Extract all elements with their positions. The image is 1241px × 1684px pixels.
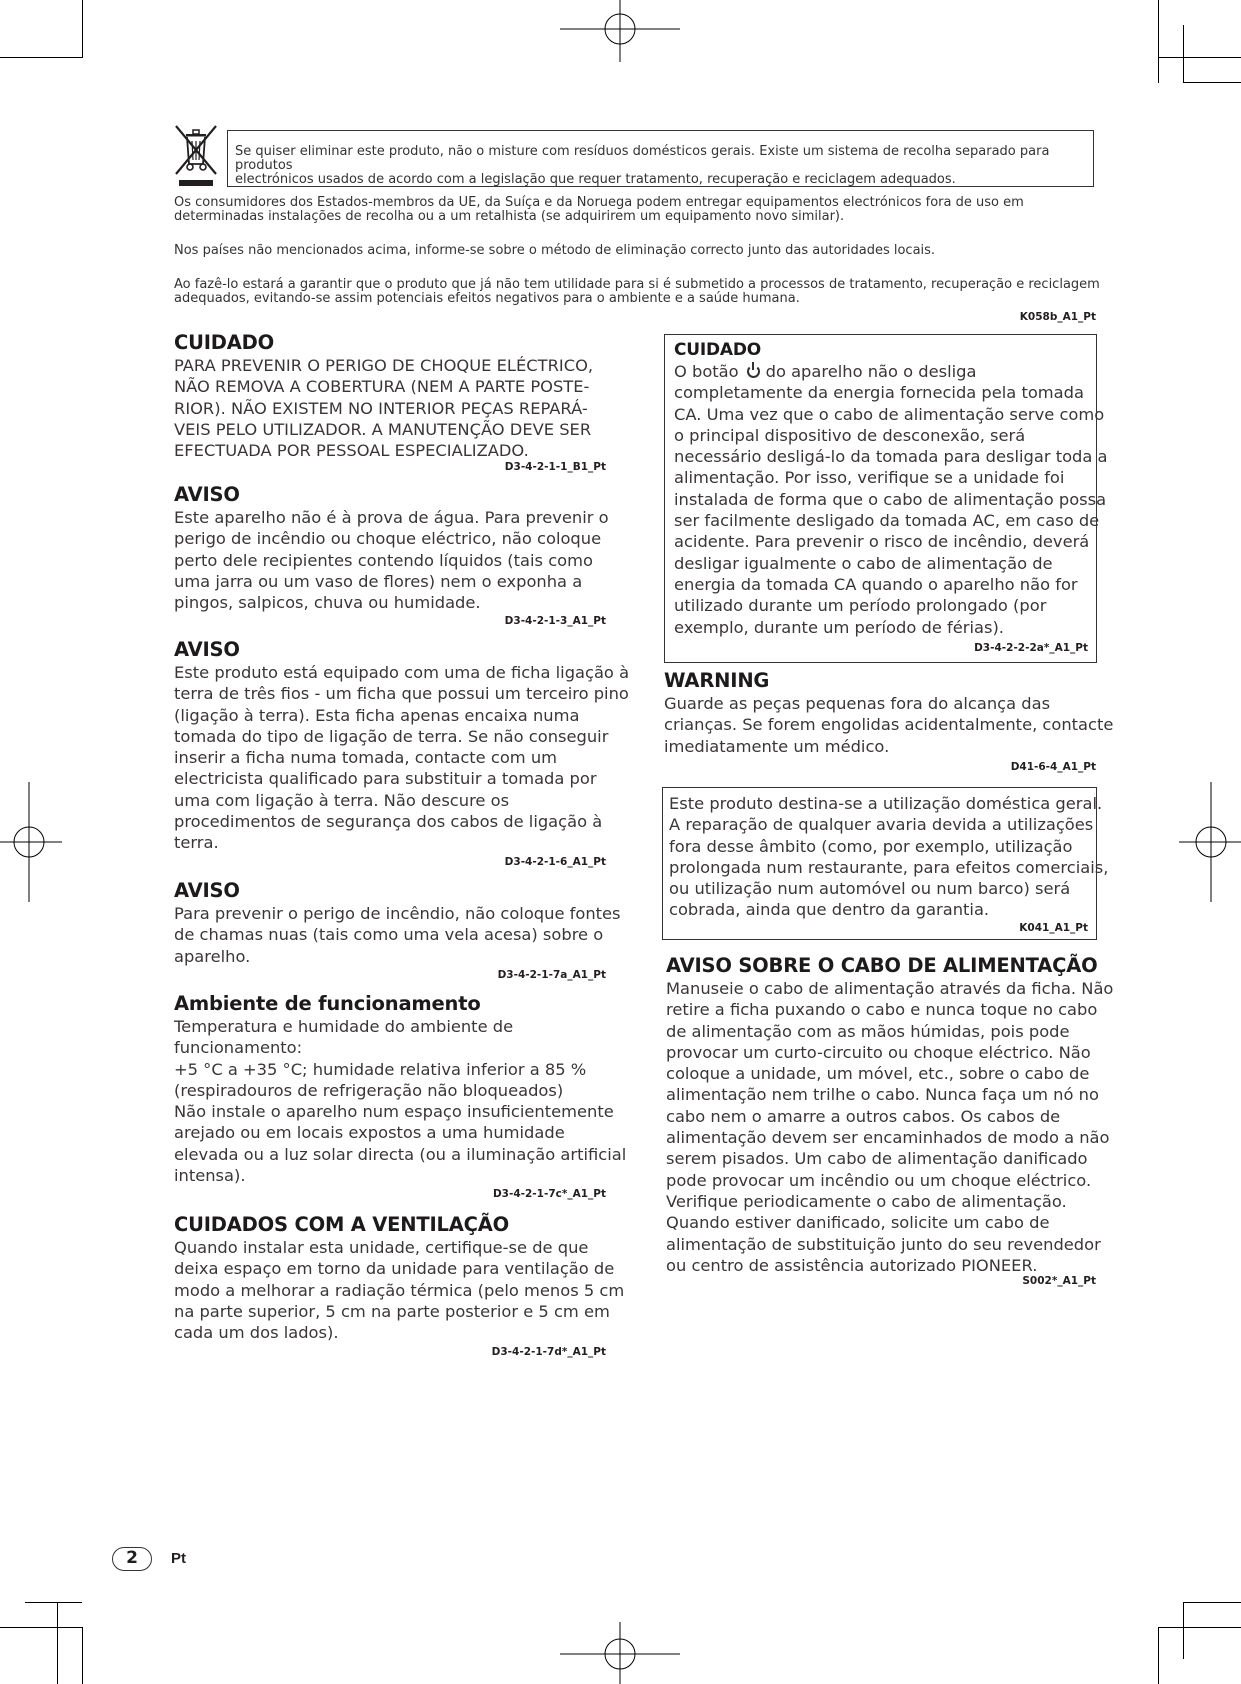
text-line: o principal dispositivo de desconexão, será [674,425,1026,445]
text-line: A reparação de qualquer avaria devida a utilizações [669,815,1094,835]
text-line: retire a ficha puxando o cabo e nunca toque no cabo [666,1000,1098,1020]
text-line: NÃO REMOVA A COBERTURA (NEM A PARTE POSTE- [174,377,590,397]
text-line: arejado ou em locais expostos a uma humidade [174,1123,565,1143]
text-line: utilizado durante um período prolongado (por [674,596,1047,616]
reference-code: D3-4-2-1-7d*_A1_Pt [491,1346,606,1358]
crossed-out-wheelie-bin-icon [174,124,218,188]
text-line: aparelho. [174,946,251,966]
text-line: alimentação. Por isso, verifique se a unidade foi [674,468,1065,488]
section-aviso-chamas [174,879,621,967]
cuidado-power-box [664,334,1108,663]
text-line: Guarde as peças pequenas fora do alcança das [664,694,1051,713]
power-sentence-start: O botão [674,362,739,381]
weee-notice-box [227,130,1094,187]
section-body [174,355,606,461]
text-line: (ligação à terra). Esta ficha apenas encaixa numa [174,705,580,725]
text-line: deixa espaço em torno da unidade para ventilação de [174,1259,615,1279]
text-line: intensa). [174,1166,246,1186]
text-line: CA. Uma vez que o cabo de alimentação serve como [674,404,1105,424]
weee-box-line: electrónicos usados de acordo com a legislação que requer tratamento, recuperação e reciclagem adequados. [235,172,956,187]
section-ventilacao [174,1213,625,1343]
text-line: Para prevenir o perigo de incêndio, não coloque fontes [174,904,621,923]
reference-code: K041_A1_Pt [1019,922,1088,934]
text-line: PARA PREVENIR O PERIGO DE CHOQUE ELÉCTRICO, [174,356,594,375]
section-body [174,1237,625,1343]
uso-domestico-box [662,787,1109,940]
reference-code: D3-4-2-2-2a*_A1_Pt [974,642,1088,654]
text-line: tomada do tipo de ligação de terra. Se não conseguir [174,726,609,746]
section-warning [664,669,1114,757]
weee-text-line: determinadas instalações de recolha ou a um retalhista (se adquirirem um equipamento novo similar). [174,209,845,224]
section-cabo-alimentacao [666,954,1114,1276]
text-line: pingos, salpicos, chuva ou humidade. [174,593,481,613]
reference-code: D3-4-2-1-1_B1_Pt [504,461,606,473]
section-heading: AVISO [174,638,240,661]
section-heading: CUIDADOS COM A VENTILAÇÃO [174,1213,510,1236]
text-line: EFECTUADA POR PESSOAL ESPECIALIZADO. [174,441,529,461]
section-body [669,793,1108,921]
reference-code: D3-4-2-1-7c*_A1_Pt [492,1188,606,1200]
weee-reference-code: K058b_A1_Pt [1019,311,1096,323]
text-line: cada um dos lados). [174,1323,339,1343]
text-line: VEIS PELO UTILIZADOR. A MANUTENÇÃO DEVE SER [174,419,592,439]
section-body [174,1016,627,1186]
text-line: Não instale o aparelho num espaço insuficientemente [174,1102,614,1122]
text-line: modo a melhorar a radiação térmica (pelo menos 5 cm [174,1280,625,1300]
section-heading: CUIDADO [174,331,275,354]
text-line: Este produto destina-se a utilização doméstica geral. [669,794,1103,813]
section-body [174,662,630,854]
text-line: Temperatura e humidade do ambiente de [174,1017,514,1036]
reference-code: S002*_A1_Pt [1022,1275,1096,1287]
text-line: prolongada num restaurante, para efeitos comerciais, [669,857,1109,877]
text-line: terra. [174,833,219,853]
text-line: terra de três fios - um ficha que possui um terceiro pino [174,684,629,704]
weee-box-line: Se quiser eliminar este produto, não o misture com resíduos domésticos gerais. Existe um sistema de recolha separado para produtos [235,144,1050,173]
section-heading: AVISO [174,483,240,506]
text-line: ou utilização num automóvel ou num barco) será [669,879,1071,899]
text-line: Quando estiver danificado, solicite um cabo de [666,1213,1050,1233]
weee-paragraph-3 [174,278,1100,306]
text-line: alimentação de substituição junto do seu revendedor [666,1234,1101,1254]
text-line: alimentação devem ser encaminhados de modo a não [666,1128,1110,1148]
weee-text-line: adequados, evitando-se assim potenciais efeitos negativos para o ambiente e a saúde humana. [174,291,800,306]
section-aviso-agua [174,483,609,613]
page-number: 2 [112,1547,152,1571]
text-line: alimentação nem trilhe o cabo. Nunca faça um nó no [666,1085,1099,1105]
power-icon [747,365,760,378]
reference-code: D3-4-2-1-7a_A1_Pt [497,969,606,981]
section-heading: CUIDADO [674,340,762,360]
text-line: de alimentação com as mãos húmidas, pois pode [666,1021,1070,1041]
text-line: acidente. Para prevenir o risco de incêndio, deverá [674,532,1090,552]
text-line: de chamas nuas (tais como uma vela acesa) sobre o [174,925,604,945]
text-line: pode provocar um incêndio ou um choque eléctrico. [666,1170,1092,1190]
section-body [674,382,1108,638]
reference-code: D3-4-2-1-6_A1_Pt [504,856,606,868]
section-body [174,507,609,613]
text-line: exemplo, durante um período de férias). [674,617,1004,637]
text-line: fora desse âmbito (como, por exemplo, utilização [669,836,1073,856]
text-line: energia da tomada CA quando o aparelho não for [674,574,1078,594]
text-line: na parte superior, 5 cm na parte posterior e 5 cm em [174,1301,610,1321]
text-line: uma jarra ou um vaso de flores) nem o exponha a [174,571,583,591]
text-line: necessário desligá-lo da tomada para desligar toda a [674,447,1108,467]
reference-code: D41-6-4_A1_Pt [1010,761,1096,773]
text-line: Quando instalar esta unidade, certifique-se de que [174,1238,589,1257]
section-body [664,693,1114,757]
text-line: elevada ou a luz solar directa (ou a iluminação artificial [174,1144,627,1164]
weee-paragraph-2: Nos países não mencionados acima, informe-se sobre o método de eliminação correcto junto das autoridades locais. [174,243,936,258]
text-line: procedimentos de segurança dos cabos de ligação à [174,812,603,832]
text-line: perigo de incêndio ou choque eléctrico, não coloque [174,529,602,549]
text-line: coloque a unidade, um móvel, etc., sobre o cabo de [666,1064,1090,1084]
section-aviso-terra [174,638,630,854]
text-line: desligar igualmente o cabo de alimentação de [674,553,1053,573]
registration-mark-bottom [560,1622,680,1684]
registration-mark-right [1179,782,1241,902]
registration-mark-top [560,0,680,62]
text-line: electricista qualificado para substituir a tomada por [174,769,597,789]
weee-text-line: Os consumidores dos Estados-membros da UE, da Suíça e da Noruega podem entregar equipamentos electrónicos fora de uso em [174,195,1024,210]
text-line: Este produto está equipado com uma de ficha ligação à [174,663,630,682]
text-line: cabo nem o amarre a outros cabos. Os cabos de [666,1106,1061,1126]
weee-paragraph-1 [174,196,1024,224]
text-line: +5 °C a +35 °C; humidade relativa inferior a 85 % [174,1059,587,1079]
power-sentence-end: do aparelho não o desliga [765,362,977,381]
text-line: instalada de forma que o cabo de alimentação possa [674,489,1107,509]
text-line: serem pisados. Um cabo de alimentação danificado [666,1149,1088,1169]
text-line: funcionamento: [174,1038,303,1058]
language-code: Pt [171,1550,186,1567]
text-line: cobrada, ainda que dentro da garantia. [669,900,990,920]
text-line: ser facilmente desligado da tomada AC, em caso de [674,511,1100,531]
text-line: Manuseie o cabo de alimentação através da ficha. Não [666,979,1114,998]
section-heading: Ambiente de funcionamento [174,992,481,1015]
text-line: completamente da energia fornecida pela tomada [674,383,1084,403]
text-line: Verifique periodicamente o cabo de alimentação. [666,1191,1067,1211]
section-body [666,978,1114,1276]
section-heading: AVISO [174,879,240,902]
text-line: perto dele recipientes contendo líquidos (tais como [174,550,593,570]
section-heading: WARNING [664,669,770,692]
text-line: RIOR). NÃO EXISTEM NO INTERIOR PEÇAS REPARÁ- [174,398,588,418]
section-heading: AVISO SOBRE O CABO DE ALIMENTAÇÃO [666,954,1098,977]
text-line: ou centro de assistência autorizado PIONEER. [666,1255,1038,1275]
text-line: uma com ligação à terra. Não descure os [174,790,510,810]
text-line: Este aparelho não é à prova de água. Para prevenir o [174,508,609,527]
text-line: crianças. Se forem engolidas acidentalmente, contacte [664,715,1114,735]
registration-mark-left [0,782,62,902]
section-ambiente [174,992,627,1186]
text-line: inserir a ficha numa tomada, contacte com um [174,748,557,768]
reference-code: D3-4-2-1-3_A1_Pt [504,615,606,627]
text-line: (respiradouros de refrigeração não bloqueados) [174,1080,564,1100]
weee-text-line: Ao fazê-lo estará a garantir que o produto que já não tem utilidade para si é submetido a processos de tratamento, recuperação e reciclagem [174,277,1100,292]
text-line: provocar um curto-circuito ou choque eléctrico. Não [666,1042,1091,1062]
text-line: imediatamente um médico. [664,736,890,756]
section-body [174,903,621,967]
section-cuidado-choque [174,331,606,461]
